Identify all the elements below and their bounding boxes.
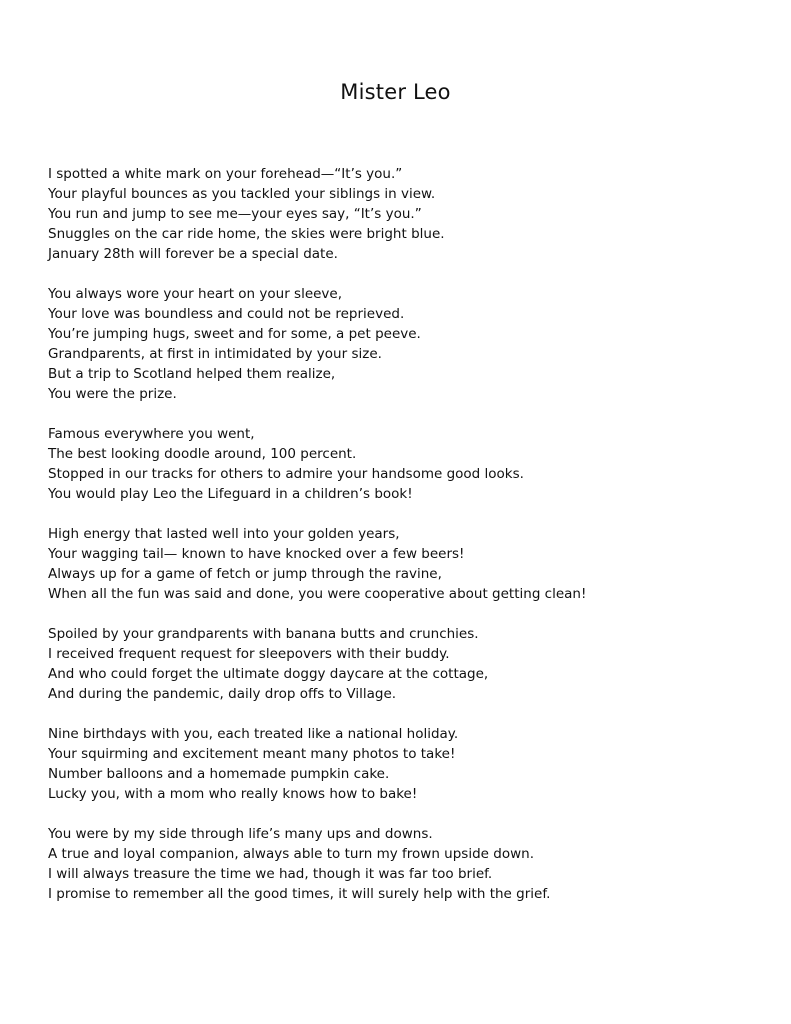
poem-line: Your squirming and excitement meant many photos to take! <box>48 746 456 762</box>
poem-line: You’re jumping hugs, sweet and for some, a pet peeve. <box>48 326 421 342</box>
poem-line: High energy that lasted well into your golden years, <box>48 526 400 542</box>
stanza-3 <box>48 424 768 504</box>
stanza-2 <box>48 284 768 404</box>
poem-body <box>48 164 768 924</box>
poem-line: I spotted a white mark on your forehead—“It’s you.” <box>48 166 403 182</box>
poem-line: And who could forget the ultimate doggy daycare at the cottage, <box>48 666 489 682</box>
poem-line: You always wore your heart on your sleeve, <box>48 286 343 302</box>
poem-line: Snuggles on the car ride home, the skies were bright blue. <box>48 226 445 242</box>
poem-line: Always up for a game of fetch or jump through the ravine, <box>48 566 442 582</box>
poem-line: Your wagging tail— known to have knocked over a few beers! <box>48 546 465 562</box>
stanza-6 <box>48 724 768 804</box>
poem-line: Your playful bounces as you tackled your siblings in view. <box>48 186 436 202</box>
poem-line: I received frequent request for sleepovers with their buddy. <box>48 646 450 662</box>
stanza-4 <box>48 524 768 604</box>
poem-line: January 28th will forever be a special date. <box>48 246 338 262</box>
stanza-7 <box>48 824 768 904</box>
poem-line: You run and jump to see me—your eyes say, “It’s you.” <box>48 206 422 222</box>
poem-line: The best looking doodle around, 100 percent. <box>48 446 357 462</box>
poem-line: And during the pandemic, daily drop offs to Village. <box>48 686 397 702</box>
poem-line: Lucky you, with a mom who really knows how to bake! <box>48 786 418 802</box>
poem-line: Stopped in our tracks for others to admire your handsome good looks. <box>48 466 524 482</box>
stanza-5 <box>48 624 768 704</box>
poem-line: I promise to remember all the good times, it will surely help with the grief. <box>48 886 551 902</box>
poem-line: When all the fun was said and done, you were cooperative about getting clean! <box>48 586 587 602</box>
poem-line: Grandparents, at first in intimidated by your size. <box>48 346 382 362</box>
poem-line: But a trip to Scotland helped them realize, <box>48 366 336 382</box>
poem-line: You were by my side through life’s many ups and downs. <box>48 826 433 842</box>
poem-line: Your love was boundless and could not be reprieved. <box>48 306 405 322</box>
poem-title: Mister Leo <box>340 80 451 104</box>
poem-line: I will always treasure the time we had, though it was far too brief. <box>48 866 493 882</box>
poem-line: A true and loyal companion, always able to turn my frown upside down. <box>48 846 534 862</box>
poem-line: Number balloons and a homemade pumpkin cake. <box>48 766 390 782</box>
poem-line: You would play Leo the Lifeguard in a children’s book! <box>48 486 413 502</box>
stanza-1 <box>48 164 768 264</box>
poem-line: Nine birthdays with you, each treated like a national holiday. <box>48 726 459 742</box>
poem-line: Famous everywhere you went, <box>48 426 255 442</box>
poem-line: Spoiled by your grandparents with banana butts and crunchies. <box>48 626 479 642</box>
poem-line: You were the prize. <box>48 386 177 402</box>
